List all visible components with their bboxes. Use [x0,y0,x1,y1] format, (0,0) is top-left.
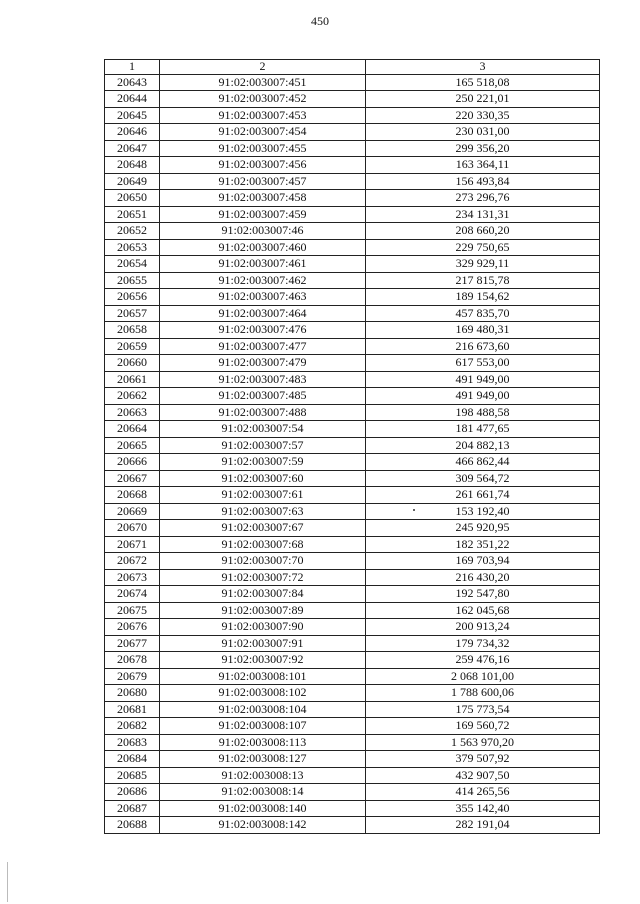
row-number-cell: 20666 [105,454,160,471]
row-number-cell: 20662 [105,388,160,405]
cadastral-number-cell: 91:02:003007:92 [160,652,366,669]
table-row [105,272,600,289]
row-number-cell: 20677 [105,635,160,652]
row-number-cell: 20643 [105,74,160,91]
table-row [105,404,600,421]
table-row [105,256,600,273]
cadastral-value-cell: 466 862,44 [366,454,600,471]
cadastral-number-cell: 91:02:003008:142 [160,817,366,834]
cadastral-value-cell: 169 480,31 [366,322,600,339]
scan-speck [413,509,415,511]
cadastral-value-cell: 457 835,70 [366,305,600,322]
table-row [105,586,600,603]
table-row [105,536,600,553]
row-number-cell: 20669 [105,503,160,520]
cadastral-number-cell: 91:02:003008:102 [160,685,366,702]
cadastral-number-cell: 91:02:003008:107 [160,718,366,735]
cadastral-value-cell: 181 477,65 [366,421,600,438]
row-number-cell: 20664 [105,421,160,438]
table-row [105,173,600,190]
cadastral-value-cell: 617 553,00 [366,355,600,372]
table-row [105,685,600,702]
row-number-cell: 20647 [105,140,160,157]
row-number-cell: 20681 [105,701,160,718]
table-row [105,635,600,652]
table-row [105,239,600,256]
cadastral-number-cell: 91:02:003007:451 [160,74,366,91]
cadastral-number-cell: 91:02:003007:453 [160,107,366,124]
cadastral-value-cell: 250 221,01 [366,91,600,108]
cadastral-value-cell: 175 773,54 [366,701,600,718]
table-row [105,652,600,669]
cadastral-value-cell: 220 330,35 [366,107,600,124]
row-number-cell: 20668 [105,487,160,504]
cadastral-value-cell: 1 563 970,20 [366,734,600,751]
row-number-cell: 20660 [105,355,160,372]
table-row [105,421,600,438]
cadastral-number-cell: 91:02:003007:458 [160,190,366,207]
table-row [105,437,600,454]
column-header-2: 2 [160,60,366,75]
cadastral-number-cell: 91:02:003007:57 [160,437,366,454]
table-row [105,751,600,768]
table-row [105,734,600,751]
cadastral-number-cell: 91:02:003008:13 [160,767,366,784]
cadastral-number-cell: 91:02:003007:89 [160,602,366,619]
cadastral-number-cell: 91:02:003007:459 [160,206,366,223]
row-number-cell: 20680 [105,685,160,702]
cadastral-value-cell: 230 031,00 [366,124,600,141]
row-number-cell: 20659 [105,338,160,355]
cadastral-value-cell: 198 488,58 [366,404,600,421]
row-number-cell: 20672 [105,553,160,570]
cadastral-value-cell: 169 560,72 [366,718,600,735]
table-row [105,553,600,570]
row-number-cell: 20687 [105,800,160,817]
cadastral-number-cell: 91:02:003007:90 [160,619,366,636]
row-number-cell: 20655 [105,272,160,289]
table-row [105,305,600,322]
cadastral-number-cell: 91:02:003007:485 [160,388,366,405]
cadastral-number-cell: 91:02:003007:70 [160,553,366,570]
row-number-cell: 20657 [105,305,160,322]
column-header-1: 1 [105,60,160,75]
table-row [105,355,600,372]
row-number-cell: 20688 [105,817,160,834]
cadastral-value-cell: 2 068 101,00 [366,668,600,685]
row-number-cell: 20676 [105,619,160,636]
cadastral-value-cell: 299 356,20 [366,140,600,157]
table-row [105,487,600,504]
cadastral-value-cell: 1 788 600,06 [366,685,600,702]
table-row [105,190,600,207]
table-row [105,388,600,405]
table-row [105,157,600,174]
row-number-cell: 20650 [105,190,160,207]
table-row [105,470,600,487]
table-row [105,107,600,124]
cadastral-number-cell: 91:02:003007:91 [160,635,366,652]
cadastral-value-cell: 259 476,16 [366,652,600,669]
cadastral-number-cell: 91:02:003007:476 [160,322,366,339]
table-row [105,206,600,223]
row-number-cell: 20646 [105,124,160,141]
cadastral-value-cell: 192 547,80 [366,586,600,603]
cadastral-value-cell: 179 734,32 [366,635,600,652]
cadastral-value-cell: 261 661,74 [366,487,600,504]
cadastral-value-cell: 162 045,68 [366,602,600,619]
cadastral-value-cell: 414 265,56 [366,784,600,801]
row-number-cell: 20674 [105,586,160,603]
row-number-cell: 20683 [105,734,160,751]
cadastral-number-cell: 91:02:003007:454 [160,124,366,141]
cadastral-value-cell: 329 929,11 [366,256,600,273]
cadastral-value-cell: 309 564,72 [366,470,600,487]
cadastral-number-cell: 91:02:003007:462 [160,272,366,289]
table-row [105,289,600,306]
table-row [105,800,600,817]
cadastral-value-cell: 182 351,22 [366,536,600,553]
row-number-cell: 20682 [105,718,160,735]
column-header-3: 3 [366,60,600,75]
row-number-cell: 20686 [105,784,160,801]
row-number-cell: 20663 [105,404,160,421]
row-number-cell: 20654 [105,256,160,273]
cadastral-number-cell: 91:02:003007:483 [160,371,366,388]
cadastral-number-cell: 91:02:003007:61 [160,487,366,504]
table-row [105,718,600,735]
row-number-cell: 20685 [105,767,160,784]
table-row [105,767,600,784]
cadastral-number-cell: 91:02:003008:104 [160,701,366,718]
cadastral-number-cell: 91:02:003007:477 [160,338,366,355]
table-row [105,454,600,471]
cadastral-value-cell: 165 518,08 [366,74,600,91]
row-number-cell: 20645 [105,107,160,124]
cadastral-number-cell: 91:02:003007:455 [160,140,366,157]
cadastral-value-cell: 379 507,92 [366,751,600,768]
cadastral-number-cell: 91:02:003007:59 [160,454,366,471]
table-row [105,91,600,108]
table-row [105,569,600,586]
row-number-cell: 20665 [105,437,160,454]
table-row [105,520,600,537]
cadastral-value-table [104,59,600,834]
cadastral-number-cell: 91:02:003007:46 [160,223,366,240]
cadastral-value-cell: 200 913,24 [366,619,600,636]
row-number-cell: 20670 [105,520,160,537]
cadastral-value-cell: 208 660,20 [366,223,600,240]
cadastral-number-cell: 91:02:003007:54 [160,421,366,438]
table-row [105,124,600,141]
table-row [105,338,600,355]
cadastral-number-cell: 91:02:003007:456 [160,157,366,174]
row-number-cell: 20673 [105,569,160,586]
table-row [105,322,600,339]
row-number-cell: 20658 [105,322,160,339]
cadastral-value-cell: 432 907,50 [366,767,600,784]
cadastral-number-cell: 91:02:003007:464 [160,305,366,322]
table-row [105,619,600,636]
row-number-cell: 20652 [105,223,160,240]
row-number-cell: 20679 [105,668,160,685]
row-number-cell: 20648 [105,157,160,174]
row-number-cell: 20675 [105,602,160,619]
table-row [105,371,600,388]
row-number-cell: 20649 [105,173,160,190]
table-row [105,784,600,801]
table-row [105,503,600,520]
cadastral-value-cell: 273 296,76 [366,190,600,207]
cadastral-value-cell: 216 430,20 [366,569,600,586]
cadastral-value-cell: 163 364,11 [366,157,600,174]
table-row [105,223,600,240]
row-number-cell: 20653 [105,239,160,256]
cadastral-number-cell: 91:02:003008:127 [160,751,366,768]
page-number: 450 [311,14,329,28]
row-number-cell: 20644 [105,91,160,108]
cadastral-value-cell: 189 154,62 [366,289,600,306]
cadastral-number-cell: 91:02:003007:463 [160,289,366,306]
cadastral-number-cell: 91:02:003008:113 [160,734,366,751]
cadastral-number-cell: 91:02:003007:68 [160,536,366,553]
cadastral-number-cell: 91:02:003007:452 [160,91,366,108]
cadastral-value-cell: 169 703,94 [366,553,600,570]
row-number-cell: 20667 [105,470,160,487]
row-number-cell: 20678 [105,652,160,669]
cadastral-value-cell: 245 920,95 [366,520,600,537]
cadastral-value-cell: 156 493,84 [366,173,600,190]
table-row [105,140,600,157]
row-number-cell: 20671 [105,536,160,553]
row-number-cell: 20656 [105,289,160,306]
cadastral-number-cell: 91:02:003008:140 [160,800,366,817]
cadastral-value-cell: 229 750,65 [366,239,600,256]
cadastral-number-cell: 91:02:003007:479 [160,355,366,372]
table-body [105,74,600,833]
cadastral-number-cell: 91:02:003007:460 [160,239,366,256]
cadastral-value-cell: 491 949,00 [366,388,600,405]
table-row [105,74,600,91]
cadastral-number-cell: 91:02:003007:63 [160,503,366,520]
cadastral-number-cell: 91:02:003008:14 [160,784,366,801]
table-row [105,817,600,834]
row-number-cell: 20651 [105,206,160,223]
cadastral-value-cell: 282 191,04 [366,817,600,834]
cadastral-number-cell: 91:02:003007:461 [160,256,366,273]
scan-margin-line [7,862,8,902]
cadastral-number-cell: 91:02:003008:101 [160,668,366,685]
cadastral-value-cell: 491 949,00 [366,371,600,388]
row-number-cell: 20661 [105,371,160,388]
cadastral-value-cell: 355 142,40 [366,800,600,817]
cadastral-number-cell: 91:02:003007:60 [160,470,366,487]
table-row [105,668,600,685]
cadastral-number-cell: 91:02:003007:488 [160,404,366,421]
cadastral-number-cell: 91:02:003007:457 [160,173,366,190]
cadastral-value-cell: 153 192,40 [366,503,600,520]
cadastral-value-cell: 217 815,78 [366,272,600,289]
table-row [105,602,600,619]
table-header-row [105,60,600,75]
row-number-cell: 20684 [105,751,160,768]
cadastral-value-cell: 204 882,13 [366,437,600,454]
cadastral-value-cell: 216 673,60 [366,338,600,355]
cadastral-number-cell: 91:02:003007:67 [160,520,366,537]
cadastral-number-cell: 91:02:003007:84 [160,586,366,603]
table-row [105,701,600,718]
cadastral-number-cell: 91:02:003007:72 [160,569,366,586]
cadastral-value-cell: 234 131,31 [366,206,600,223]
